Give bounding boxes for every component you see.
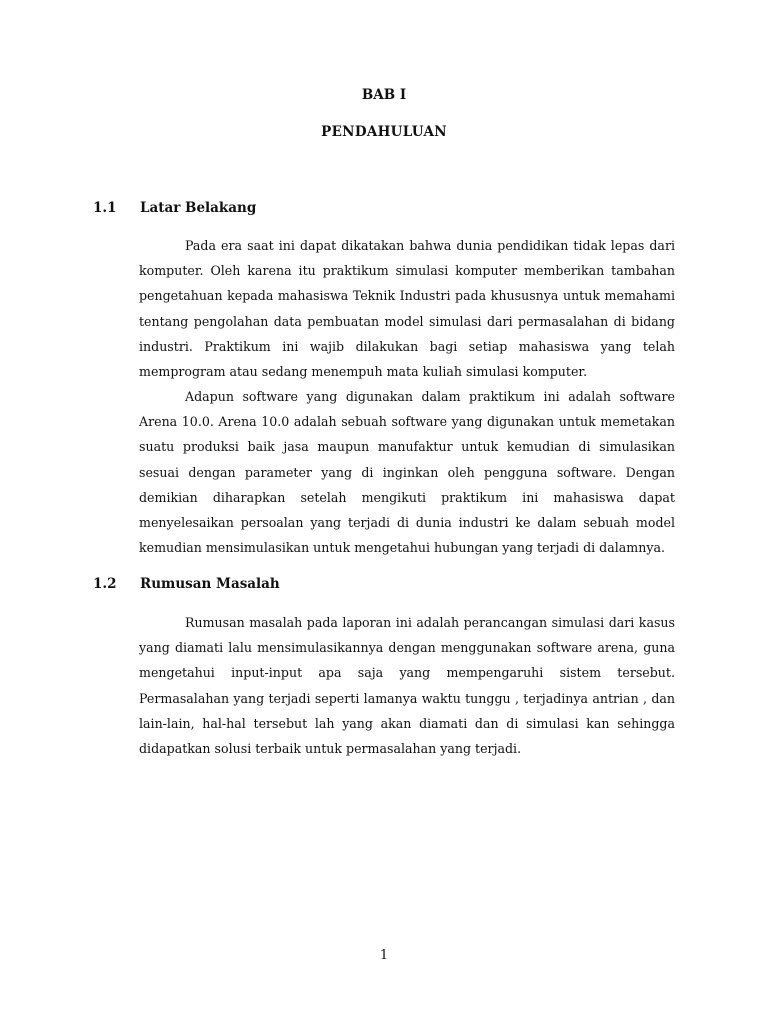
section-number: 1.1 (93, 200, 117, 216)
section-heading-1-1 (93, 200, 256, 216)
page-number: 1 (379, 948, 389, 963)
paragraph-rumusan-masalah: Rumusan masalah pada laporan ini adalah perancangan simulasi dari kasus yang diamati lalu mensimulasikannya dengan menggunakan software arena, guna mengetahui input-input apa saja yang mempengaruhi sistem tersebut. Permasalahan yang terjadi seperti lamanya waktu tunggu , terjadinya antrian , dan lain-lain, hal-hal tersebut lah yang akan diamati dan di simulasi kan sehingga didapatkan solusi terbaik untuk permasalahan yang terjadi. (139, 615, 675, 757)
section-number: 1.2 (93, 576, 117, 592)
section-title: Latar Belakang (140, 200, 257, 216)
section-title: Rumusan Masalah (140, 576, 280, 592)
paragraph-latar-belakang-1: Pada era saat ini dapat dikatakan bahwa dunia pendidikan tidak lepas dari komputer. Oleh karena itu praktikum simulasi komputer memberikan tambahan pengetahuan kepada mahasiswa Teknik Industri pada khususnya untuk memahami tentang pengolahan data pembuatan model simulasi dari permasalahan di bidang industri. Praktikum ini wajib dilakukan bagi setiap mahasiswa yang telah memprogram atau sedang menempuh mata kuliah simulasi komputer. (139, 238, 675, 380)
chapter-label: BAB I (361, 87, 407, 103)
section-heading-1-2 (93, 576, 280, 592)
chapter-title: PENDAHULUAN (321, 124, 447, 140)
paragraph-latar-belakang-2: Adapun software yang digunakan dalam praktikum ini adalah software Arena 10.0. Arena 10.0 adalah sebuah software yang digunakan untuk memetakan suatu produksi baik jasa maupun manufaktur untuk kemudian di simulasikan sesuai dengan parameter yang di inginkan oleh pengguna software. Dengan demikian diharapkan setelah mengikuti praktikum ini mahasiswa dapat menyelesaikan persoalan yang terjadi di dunia industri ke dalam sebuah model kemudian mensimulasikan untuk mengetahui hubungan yang terjadi di dalamnya. (139, 389, 675, 556)
